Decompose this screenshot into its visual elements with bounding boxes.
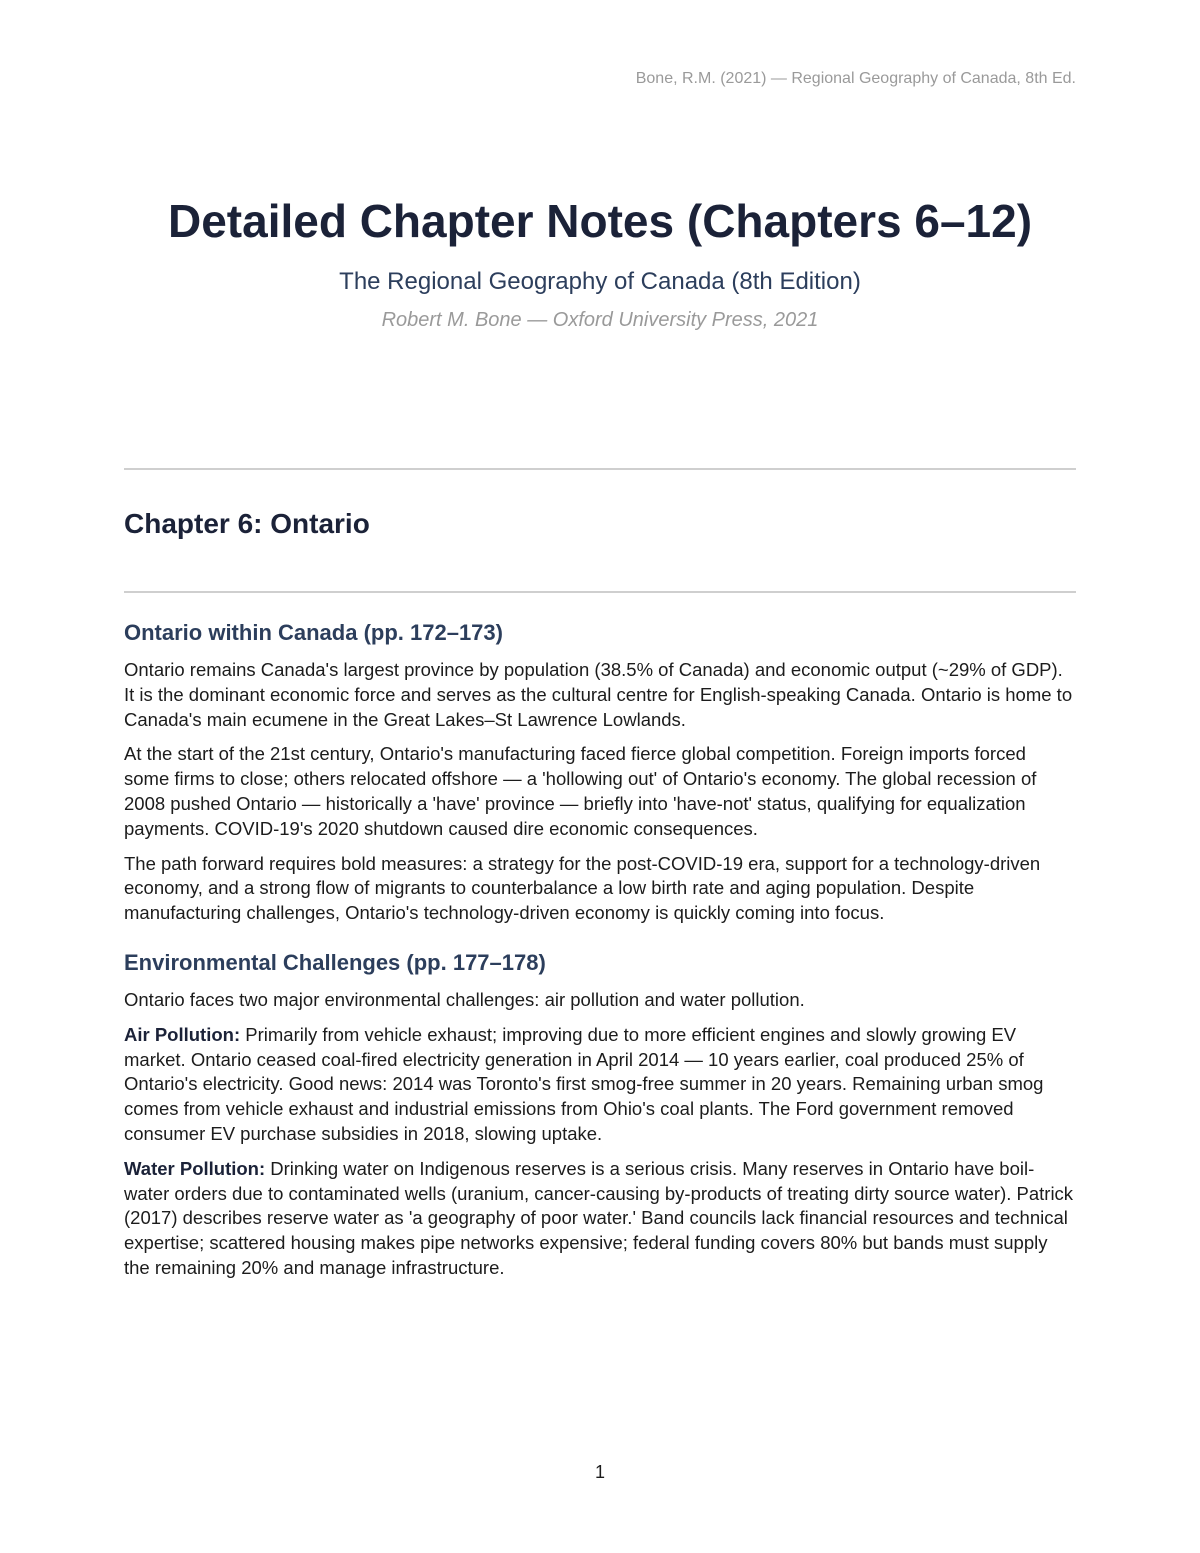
- page-number: 1: [594, 1462, 605, 1482]
- body-paragraph: The path forward requires bold measures: a strategy for the post-COVID-19 era, support for a technology-driven economy, and a strong flow of migrants to counterbalance a low birth rate and aging population. Despite manufacturing challenges, Ontario's technology-driven economy is quickly coming into focus.: [124, 852, 1041, 924]
- divider: [124, 591, 1076, 593]
- paragraph-text: Drinking water on Indigenous reserves is a serious crisis. Many reserves in Ontario have boil-water orders due to contaminated wells (uranium, cancer-causing by-products of treating dirty source water). Patrick (2017) describes reserve water as 'a geography of poor water.' Band councils lack financial resources and technical expertise; scattered housing makes pipe networks expensive; federal funding covers 80% but bands must supply the remaining 20% and manage infrastructure.: [124, 1157, 1074, 1278]
- labeled-paragraph: [124, 1023, 1076, 1147]
- paragraph-text: Primarily from vehicle exhaust; improving due to more efficient engines and slowly growing EV market. Ontario ceased coal-fired electricity generation in April 2014 — 10 years earlier, coal produced 25% of Ontario's electricity. Good news: 2014 was Toronto's first smog-free summer in 20 years. Remaining urban smog comes from vehicle exhaust and industrial emissions from Ohio's coal plants. The Ford government removed consumer EV purchase subsidies in 2018, slowing uptake.: [124, 1023, 1044, 1144]
- divider: [124, 468, 1076, 470]
- chapter-title: Chapter 6: Ontario: [124, 508, 370, 539]
- body-paragraph: Ontario faces two major environmental challenges: air pollution and water pollution.: [124, 988, 805, 1010]
- running-header: Bone, R.M. (2021) — Regional Geography of Canada, 8th Ed.: [635, 70, 1076, 87]
- document-page: [124, 0, 1076, 1553]
- paragraph-label: Air Pollution:: [124, 1023, 241, 1045]
- labeled-paragraph: [124, 1157, 1076, 1281]
- document-title: Detailed Chapter Notes (Chapters 6–12): [167, 195, 1033, 247]
- section-heading: Ontario within Canada (pp. 172–173): [124, 620, 503, 645]
- paragraph-label: Water Pollution:: [124, 1157, 266, 1179]
- document-byline: Robert M. Bone — Oxford University Press, 2021: [381, 309, 819, 331]
- section-heading: Environmental Challenges (pp. 177–178): [124, 949, 546, 975]
- chapter-content: [124, 618, 1076, 1281]
- title-block: [124, 190, 1076, 334]
- document-subtitle: The Regional Geography of Canada (8th Edition): [339, 268, 861, 295]
- body-paragraph: At the start of the 21st century, Ontario's manufacturing faced fierce global competition. Foreign imports forced some firms to close; others relocated offshore — a 'hollowing out' of Ontario's economy. The global recession of 2008 pushed Ontario — historically a 'have' province — briefly into 'have-not' status, qualifying for equalization payments. COVID-19's 2020 shutdown caused dire economic consequences.: [124, 743, 1037, 839]
- body-paragraph: Ontario remains Canada's largest province by population (38.5% of Canada) and economic output (~29% of GDP). It is the dominant economic force and serves as the cultural centre for English-speaking Canada. Ontario is home to Canada's main ecumene in the Great Lakes–St Lawrence Lowlands.: [124, 659, 1073, 730]
